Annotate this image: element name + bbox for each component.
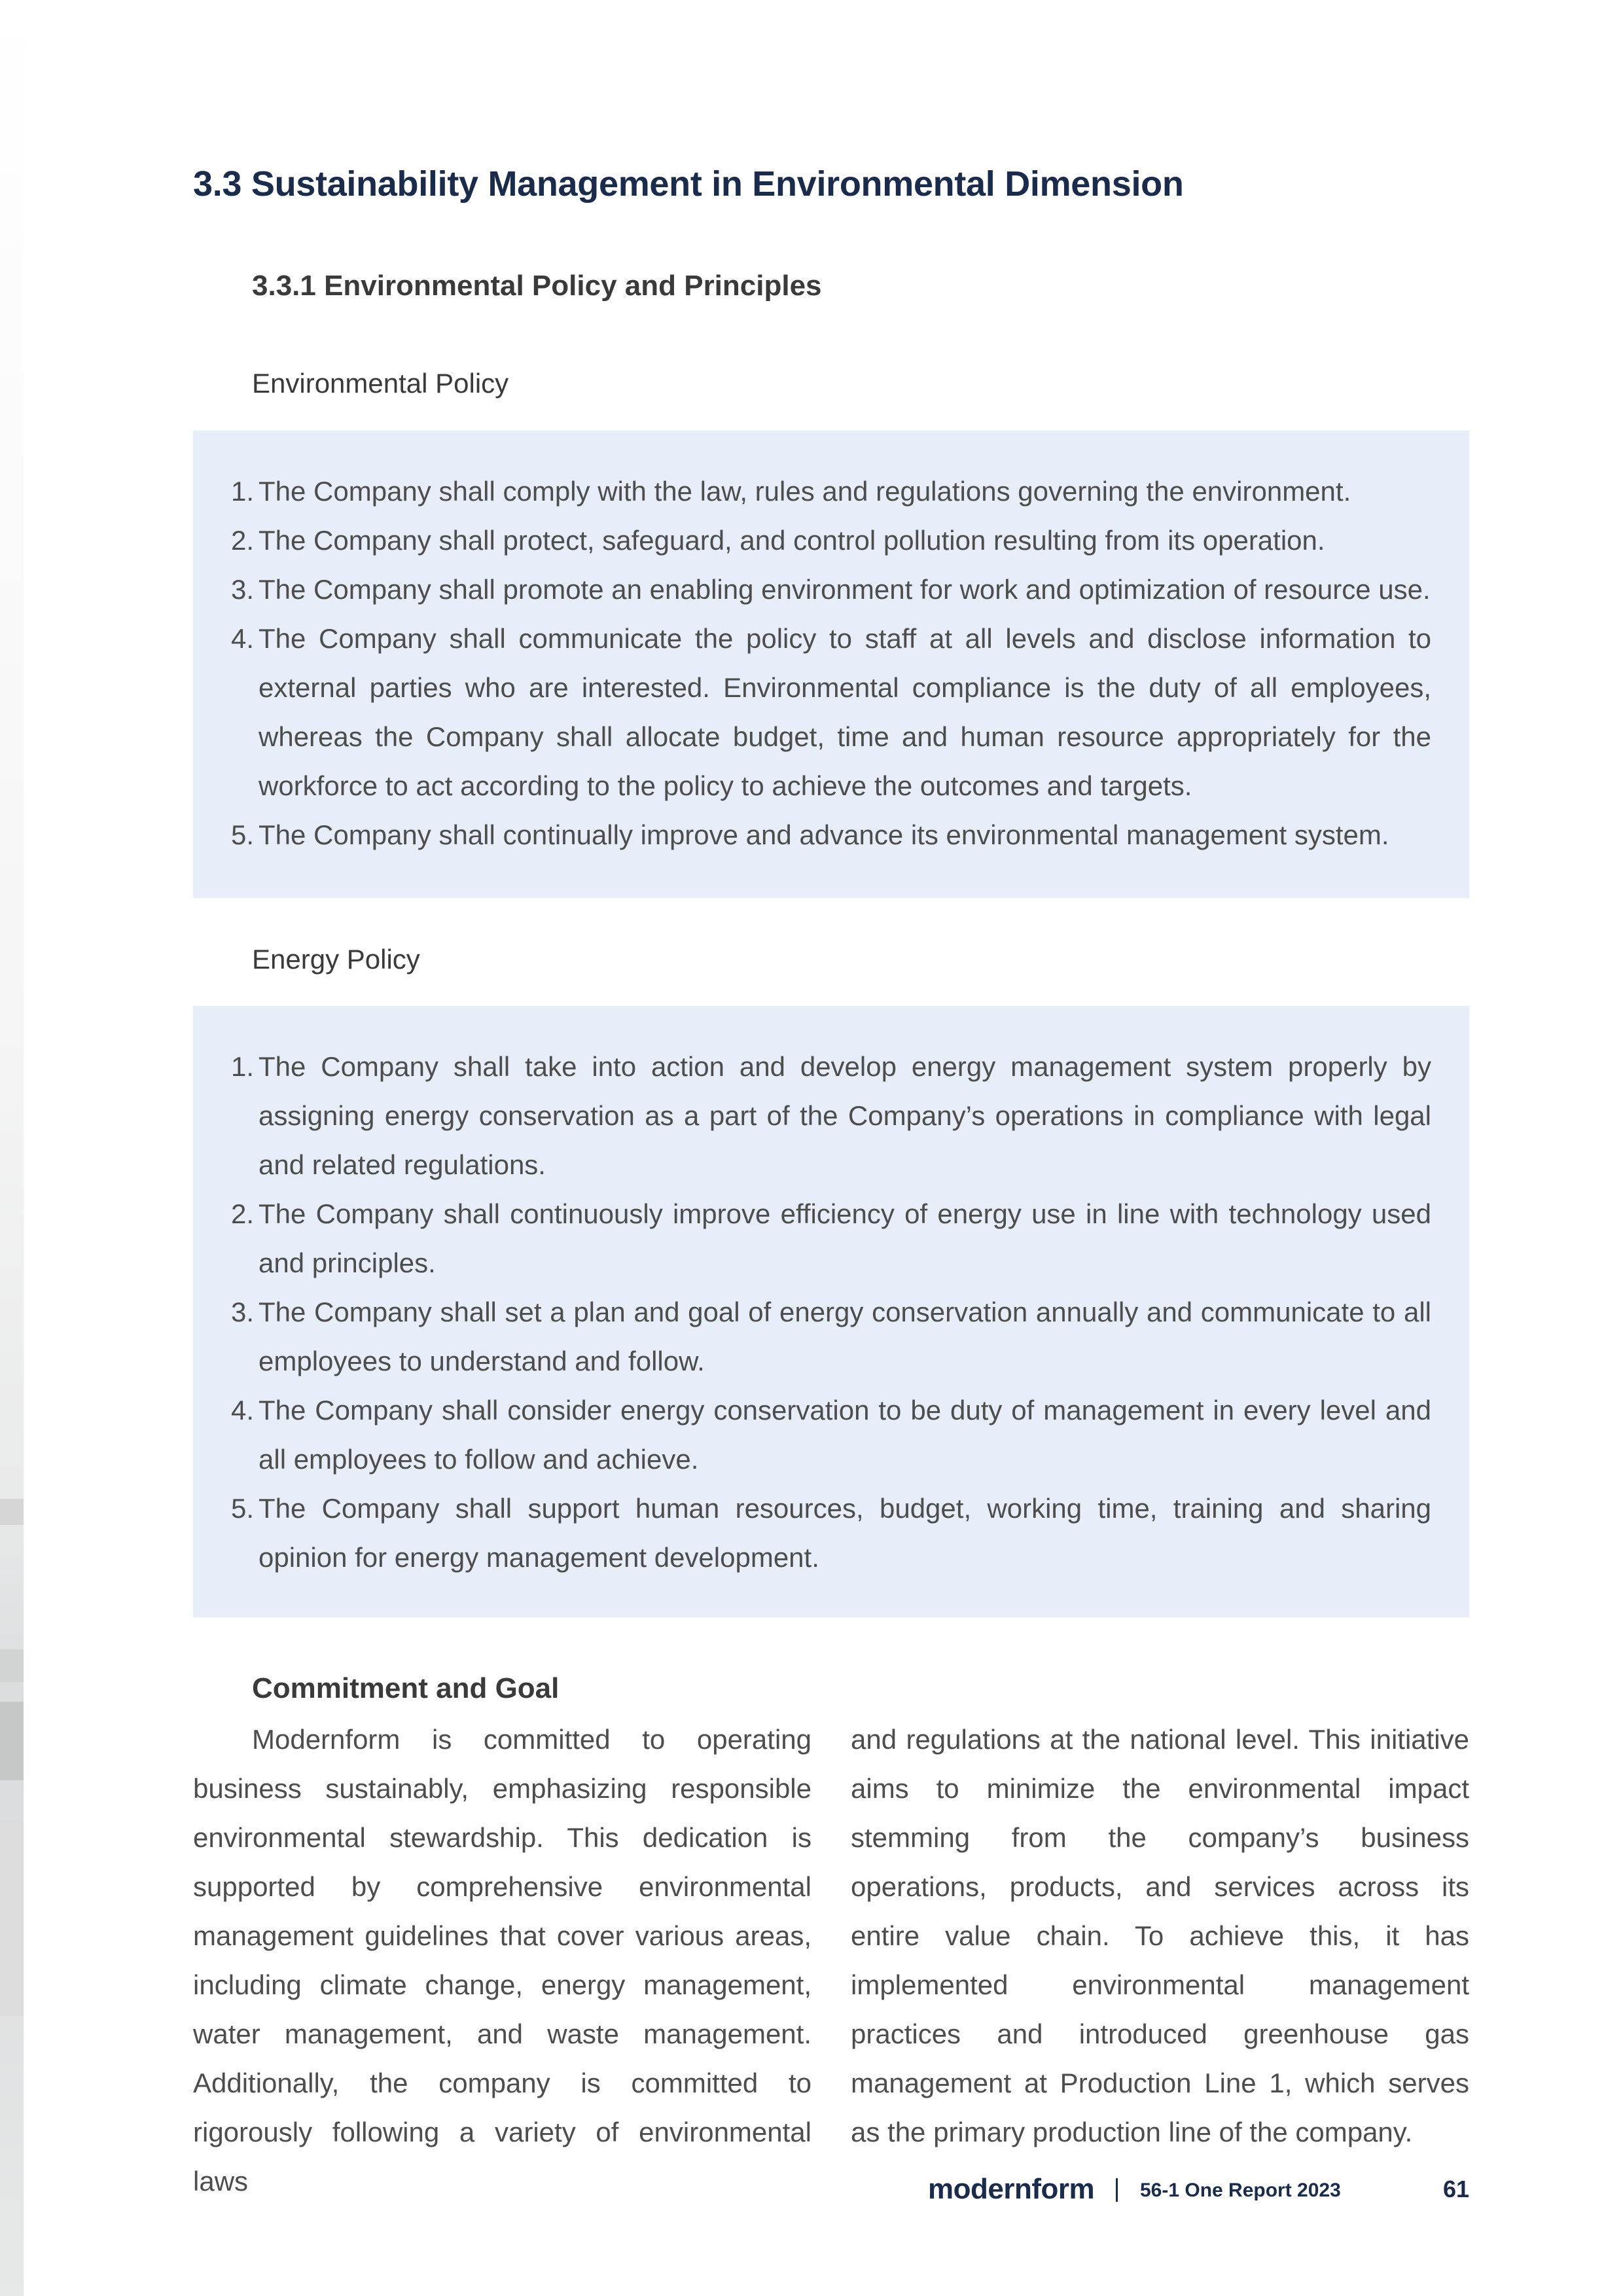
photo-detail (0, 1702, 24, 1780)
environmental-policy-label: Environmental Policy (252, 368, 509, 399)
list-item-text: The Company shall consider energy conservation to be duty of management in every level and all employees to follow and achieve. (259, 1395, 1431, 1475)
list-item: 4. The Company shall consider energy conservation to be duty of management in every level and all employees to follow and achieve. (231, 1395, 1431, 1475)
page-number: 61 (1443, 2176, 1470, 2202)
list-item: 2. The Company shall continuously improve efficiency of energy use in line with technology used and principles. (231, 1198, 1431, 1278)
section-title: 3.3 Sustainability Management in Environmental Dimension (193, 164, 1184, 204)
list-item-text: The Company shall promote an enabling environment for work and optimization of resource use. (259, 574, 1431, 605)
report-title: 56-1 One Report 2023 (1140, 2179, 1341, 2201)
background-photo-strip (0, 0, 24, 2296)
energy-policy-box (193, 1006, 1469, 1617)
list-item-text: The Company shall take into action and develop energy management system properly by assigning energy conservation as a part of the Company’s operations in compliance with legal and related regulations. (259, 1051, 1431, 1180)
energy-policy-label: Energy Policy (252, 944, 420, 975)
list-item-text: The Company shall continuously improve efficiency of energy use in line with technology used and principles. (259, 1198, 1431, 1278)
list-item-text: The Company shall protect, safeguard, and control pollution resulting from its operation. (259, 525, 1325, 556)
photo-detail (0, 1649, 24, 1682)
photo-detail (0, 1820, 24, 2016)
subsection-title: 3.3.1 Environmental Policy and Principles (252, 270, 822, 302)
list-item: 4. The Company shall communicate the policy to staff at all levels and disclose information to external parties who are interested. Environmental compliance is the duty of all employees, whereas the Company shall allocate budget, time and human resource appropriately for the workforce to act according to the policy to achieve the outcomes and targets. (231, 623, 1431, 801)
environmental-policy-list (231, 467, 1431, 859)
list-item: 1. The Company shall take into action and develop energy management system properly by assigning energy conservation as a part of the Company’s operations in compliance with legal and related regulations. (231, 1051, 1431, 1180)
page-footer (0, 2173, 1623, 2212)
photo-detail (0, 1499, 24, 1525)
list-item: 3. The Company shall promote an enabling environment for work and optimization of resource use. (231, 574, 1431, 605)
list-item: 2. The Company shall protect, safeguard, and control pollution resulting from its operation. (231, 525, 1325, 556)
list-item-text: The Company shall set a plan and goal of energy conservation annually and communicate to all employees to understand and follow. (259, 1297, 1431, 1376)
list-item-text: The Company shall comply with the law, rules and regulations governing the environment. (259, 476, 1351, 507)
list-item-text: The Company shall communicate the policy to staff at all levels and disclose information to external parties who are interested. Environmental compliance is the duty of all employees, whereas the Company shall allocate budget, time and human resource appropriately for the workforce to act according to the policy to achieve the outcomes and targets. (259, 623, 1431, 801)
commitment-right-column: and regulations at the national level. This initiative aims to minimize the environmental impact stemming from the company’s business operations, products, and services across its entire value chain. To achieve this, it has implemented environmental management practices and introduced greenhouse gas management at Production Line 1, which serves as the primary production line of the company. (851, 1724, 1469, 2147)
list-item-text: The Company shall continually improve and advance its environmental management system. (259, 819, 1389, 850)
list-item-text: The Company shall support human resources, budget, working time, training and sharing opinion for energy management development. (259, 1493, 1431, 1573)
commitment-title: Commitment and Goal (252, 1672, 560, 1704)
list-item: 5. The Company shall support human resources, budget, working time, training and sharing opinion for energy management development. (231, 1493, 1431, 1573)
footer-divider (1116, 2178, 1118, 2202)
environmental-policy-box (193, 431, 1469, 898)
list-item: 5. The Company shall continually improve and advance its environmental management system. (231, 819, 1389, 850)
list-item: 1. The Company shall comply with the law, rules and regulations governing the environment. (231, 476, 1351, 507)
energy-policy-list (231, 1042, 1431, 1582)
list-item: 3. The Company shall set a plan and goal of energy conservation annually and communicate to all employees to understand and follow. (231, 1297, 1431, 1376)
modernform-logo: modernform (928, 2173, 1095, 2205)
commitment-left-column: Modernform is committed to operating business sustainably, emphasizing responsible environmental stewardship. This dedication is supported by comprehensive environmental management guidelines that cover various areas, including climate change, energy management, water management, and waste management. Additionally, the company is committed to rigorously following a variety of environmental laws (193, 1724, 812, 2197)
